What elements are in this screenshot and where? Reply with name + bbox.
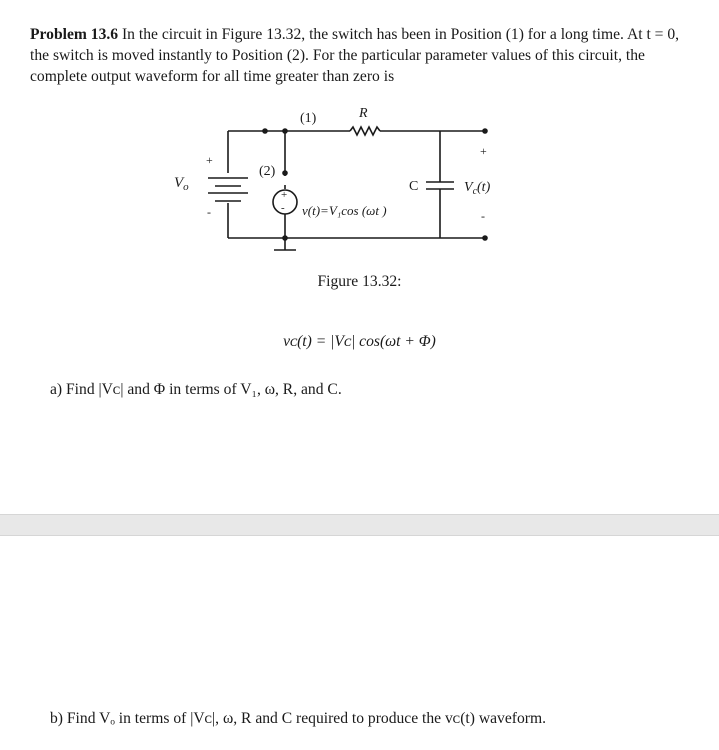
problem-text: In the circuit in Figure 13.32, the switch has been in Position (1) for a long time. At t = 0, the switch is moved instantly to Position (2). For the particular parameter values of this circuit, the complete output waveform for all time greater than zero is <box>30 26 680 85</box>
figure-caption: Figure 13.32: <box>317 273 402 290</box>
circuit-diagram <box>160 100 520 270</box>
ac-minus: - <box>281 202 285 214</box>
question-part-a: a) Find |Vᴄ| and Φ in terms of V₁, ω, R, and C. <box>50 381 342 398</box>
label-source-ac: v(t)=V₁cos (ωt ) <box>302 203 387 218</box>
output-minus: - <box>481 209 485 223</box>
label-pos2: (2) <box>259 164 276 179</box>
label-pos1: (1) <box>300 111 317 126</box>
resistor-symbol <box>350 127 380 135</box>
ac-plus: + <box>281 189 288 201</box>
output-plus: + <box>480 144 487 158</box>
problem-label: Problem 13.6 <box>30 26 119 43</box>
problem-statement <box>30 24 690 87</box>
waveform-formula: vᴄ(t) = |Vᴄ| cos(ωt + Φ) <box>283 333 436 350</box>
label-output: $V_c(t)$ <box>464 180 491 197</box>
label-resistor: R <box>359 106 368 121</box>
question-part-b: b) Find Vₒ in terms of |Vᴄ|, ω, R and C required to produce the vᴄ(t) waveform. <box>50 710 546 727</box>
battery-minus: - <box>207 205 211 219</box>
label-capacitor: C <box>409 179 419 194</box>
label-source-dc: $V_o$ <box>174 175 189 193</box>
section-divider <box>0 514 719 536</box>
battery-plus: + <box>206 153 213 167</box>
